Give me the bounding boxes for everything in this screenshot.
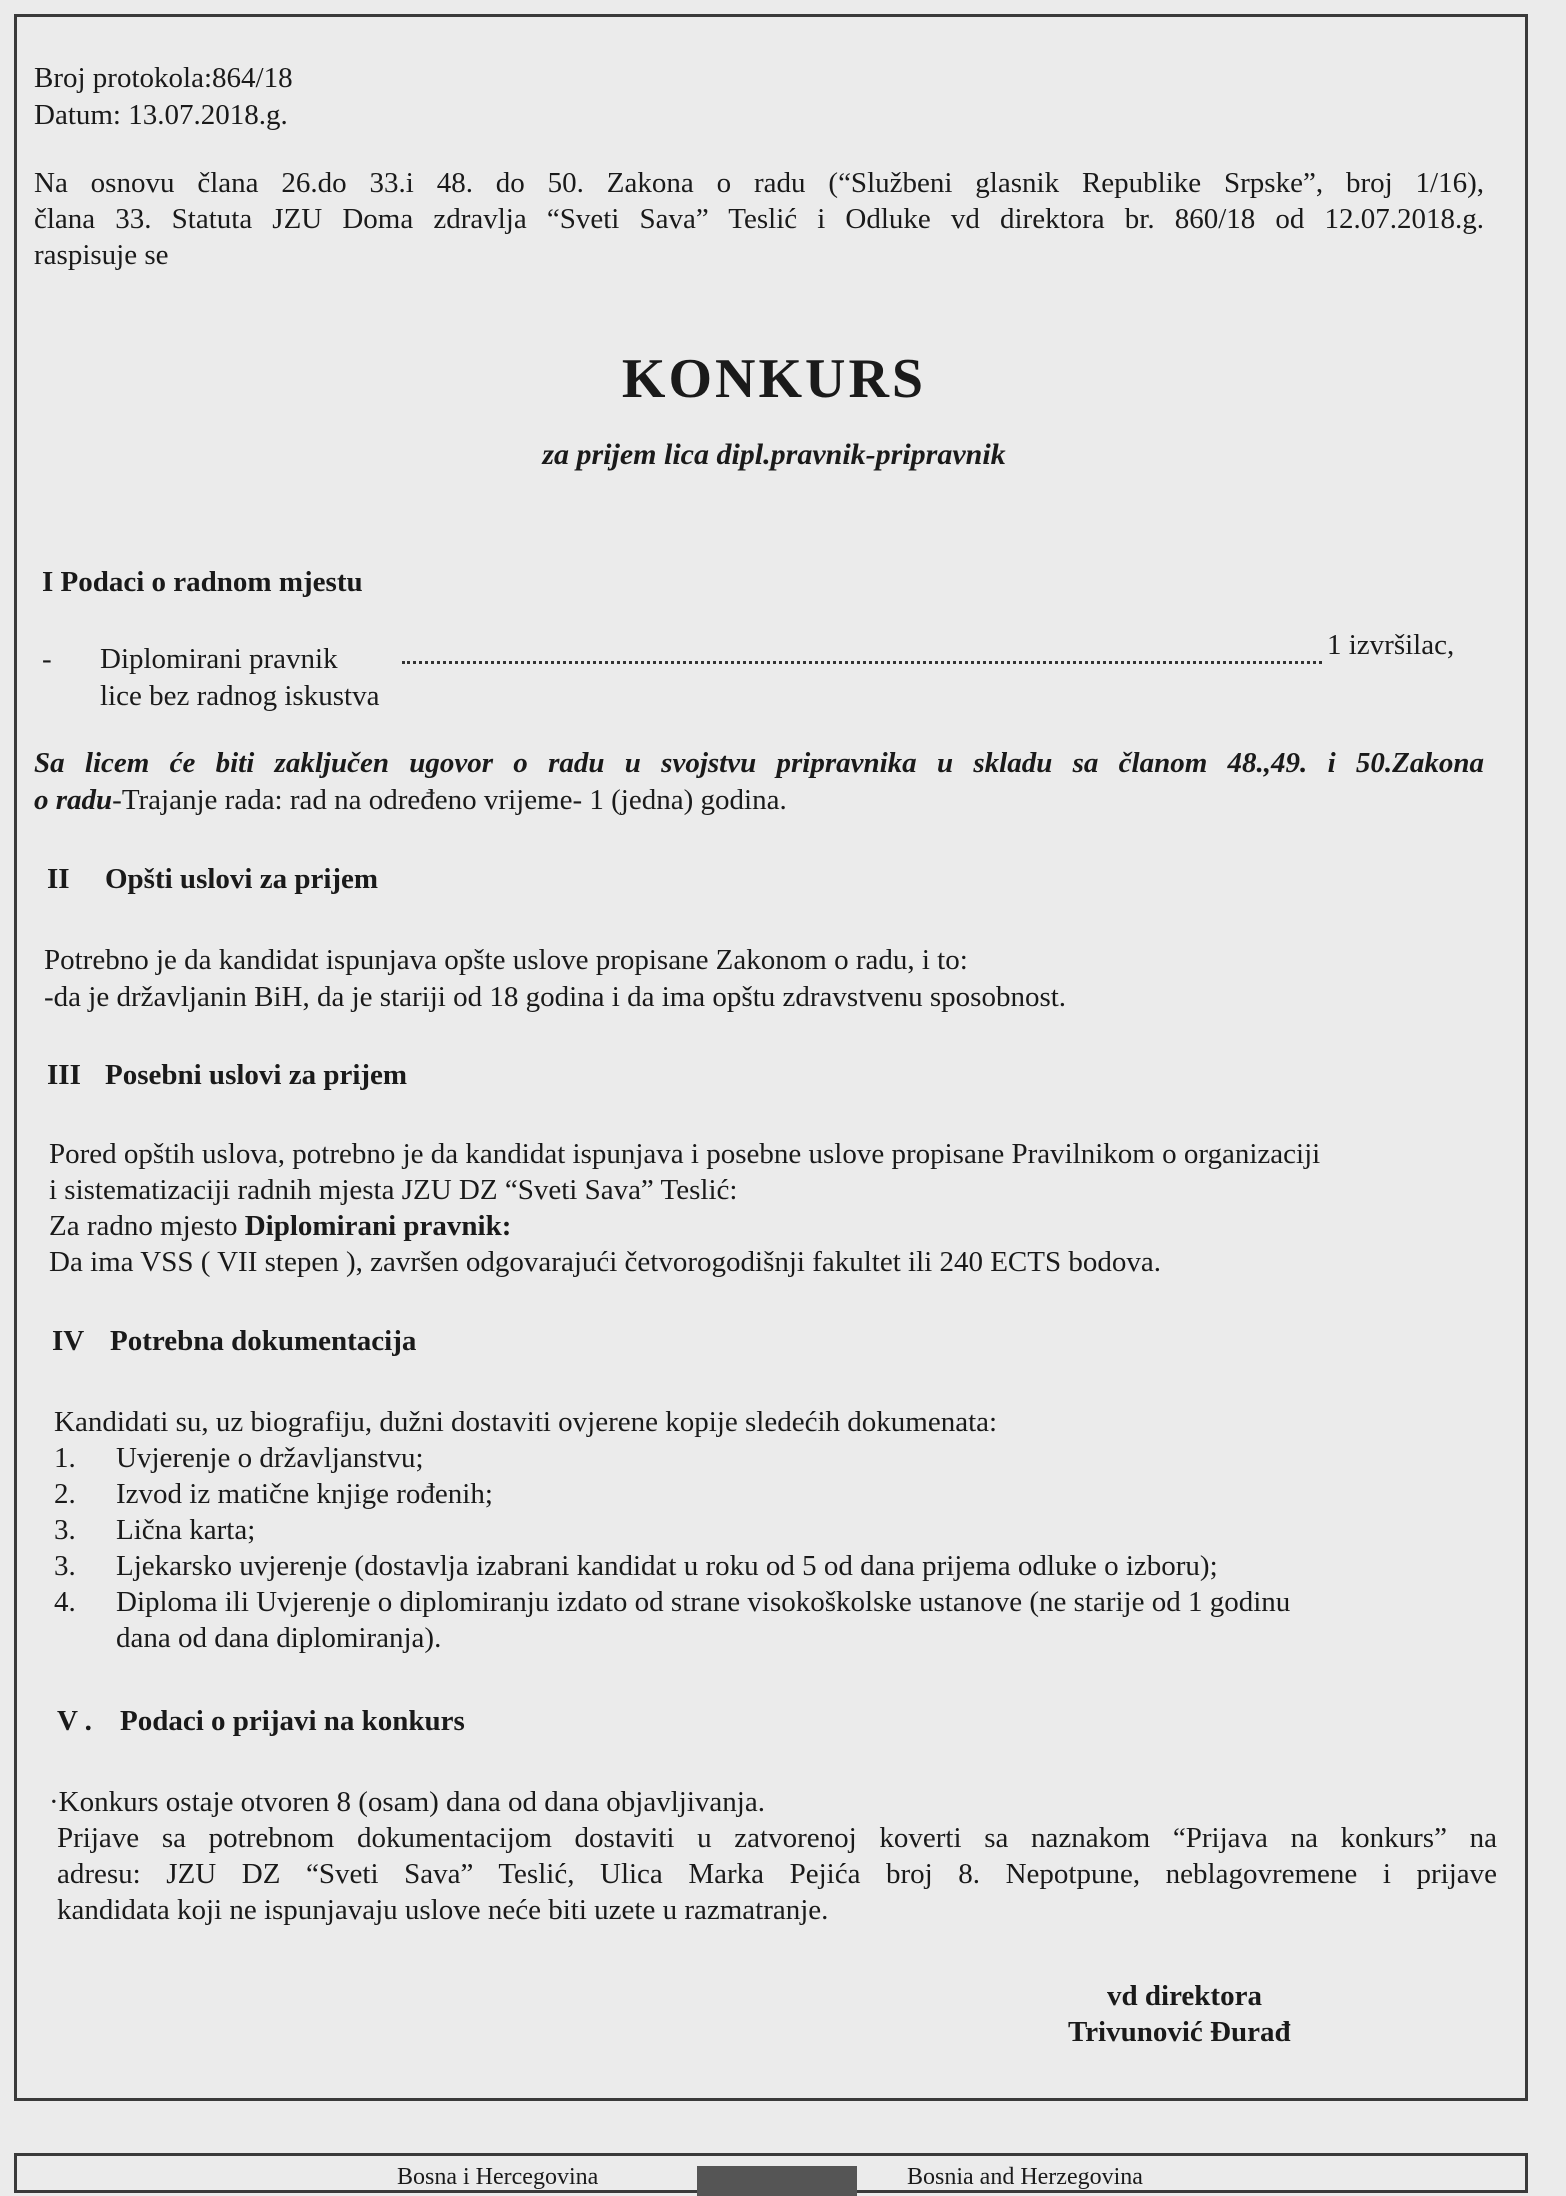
section-3-numeral: III xyxy=(47,1059,81,1091)
list-item xyxy=(54,1440,424,1476)
section-2-numeral: II xyxy=(47,863,70,895)
section-3-line-3-bold: Diplomirani pravnik: xyxy=(244,1210,512,1242)
protocol-number: Broj protokola:864/18 xyxy=(34,62,293,94)
list-item-number: 4. xyxy=(54,1586,76,1618)
section-5-numeral: V . xyxy=(57,1705,92,1737)
list-item-number: 3. xyxy=(54,1550,76,1582)
intro-line-1: Na osnovu člana 26.do 33.i 48. do 50. Zakona o radu (“Službeni glasnik Republike Srpske”, broj 1/16), xyxy=(34,167,1484,199)
section-2-line-2: -da je državljanin BiH, da je stariji od 18 godina i da ima opštu zdravstvenu sposobnost. xyxy=(44,981,1067,1013)
list-dash: - xyxy=(42,643,52,675)
page-title: KONKURS xyxy=(621,348,927,410)
list-item xyxy=(54,1584,1290,1620)
section-5-line-4: kandidata koji ne ispunjavaju uslove neće biti uzete u razmatranje. xyxy=(57,1894,829,1926)
footer-right-text: Bosnia and Herzegovina xyxy=(907,2164,1143,2190)
intro-line-2: člana 33. Statuta JZU Doma zdravlja “Sveti Sava” Teslić i Odluke vd direktora br. 860/18 od 12.07.2018.g. xyxy=(34,203,1484,235)
list-item-number: 1. xyxy=(54,1442,76,1474)
section-3-line-2: i sistematizaciji radnih mjesta JZU DZ “Sveti Sava” Teslić: xyxy=(49,1174,738,1206)
section-4-heading: Potrebna dokumentacija xyxy=(110,1325,417,1357)
list-item-text: Izvod iz matične knjige rođenih; xyxy=(116,1478,493,1510)
contract-line-1: Sa licem će biti zaključen ugovor o radu u svojstvu pripravnika u skladu sa članom 48.,49. i 50.Zakona xyxy=(34,747,1484,779)
signature-title: vd direktora xyxy=(1107,1980,1262,2012)
contract-line-2 xyxy=(34,782,787,818)
list-item-text: Lična karta; xyxy=(116,1514,256,1546)
list-item xyxy=(54,1512,255,1548)
document-date: Datum: 13.07.2018.g. xyxy=(34,99,288,131)
list-item xyxy=(54,1476,493,1512)
contract-bold-text: o radu xyxy=(34,784,113,816)
footer-frame xyxy=(14,2153,1528,2193)
position-count: 1 izvršilac, xyxy=(1327,629,1455,661)
coat-of-arms-icon xyxy=(697,2166,857,2196)
list-item-text: Ljekarsko uvjerenje (dostavlja izabrani kandidat u roku od 5 od dana prijema odluke o izboru); xyxy=(116,1550,1218,1582)
section-2-line-1: Potrebno je da kandidat ispunjava opšte uslove propisane Zakonom o radu, i to: xyxy=(44,944,968,976)
list-item-text: Uvjerenje o državljanstvu; xyxy=(116,1442,424,1474)
list-item xyxy=(54,1548,1218,1584)
contract-duration: -Trajanje rada: rad na određeno vrijeme- 1 (jedna) godina. xyxy=(112,784,787,816)
announcement-frame xyxy=(14,14,1528,2101)
section-5-line-3: adresu: JZU DZ “Sveti Sava” Teslić, Ulica Marka Pejića broj 8. Nepotpune, neblagovremene i prijave xyxy=(57,1858,1497,1890)
section-3-line-3 xyxy=(49,1208,511,1244)
signature-name: Trivunović Đurađ xyxy=(1068,2016,1291,2048)
dotted-leader xyxy=(402,645,1322,664)
section-3-line-1: Pored opštih uslova, potrebno je da kandidat ispunjava i posebne uslove propisane Pravilnikom o organizaciji xyxy=(49,1138,1321,1170)
footer-left-text: Bosna i Hercegovina xyxy=(397,2164,599,2190)
section-5-line-1: ·Konkurs ostaje otvoren 8 (osam) dana od dana objavljivanja. xyxy=(49,1786,765,1818)
page-subtitle: za prijem lica dipl.pravnik-pripravnik xyxy=(542,438,1006,471)
position-note: lice bez radnog iskustva xyxy=(100,680,380,712)
list-item-number: 3. xyxy=(54,1514,76,1546)
list-item-number: 2. xyxy=(54,1478,76,1510)
section-1-heading: I Podaci o radnom mjestu xyxy=(42,566,363,598)
list-item-continuation: dana od dana diplomiranja). xyxy=(116,1622,442,1654)
position-name: Diplomirani pravnik xyxy=(100,643,338,675)
list-item-text: Diploma ili Uvjerenje o diplomiranju izdato od strane visokoškolske ustanove (ne starije od 1 godinu xyxy=(116,1586,1291,1618)
section-2-heading: Opšti uslovi za prijem xyxy=(105,863,379,895)
intro-line-3: raspisuje se xyxy=(34,239,169,271)
section-3-line-3-prefix: Za radno mjesto xyxy=(49,1210,245,1242)
section-3-heading: Posebni uslovi za prijem xyxy=(105,1059,408,1091)
section-5-line-2: Prijave sa potrebnom dokumentacijom dostaviti u zatvorenoj koverti sa naznakom “Prijava na konkurs” na xyxy=(57,1822,1497,1854)
section-3-line-4: Da ima VSS ( VII stepen ), završen odgovarajući četvorogodišnji fakultet ili 240 ECTS bodova. xyxy=(49,1246,1161,1278)
section-4-numeral: IV xyxy=(52,1325,85,1357)
section-5-heading: Podaci o prijavi na konkurs xyxy=(120,1705,465,1737)
section-4-intro: Kandidati su, uz biografiju, dužni dostaviti ovjerene kopije sledećih dokumenata: xyxy=(54,1406,998,1438)
